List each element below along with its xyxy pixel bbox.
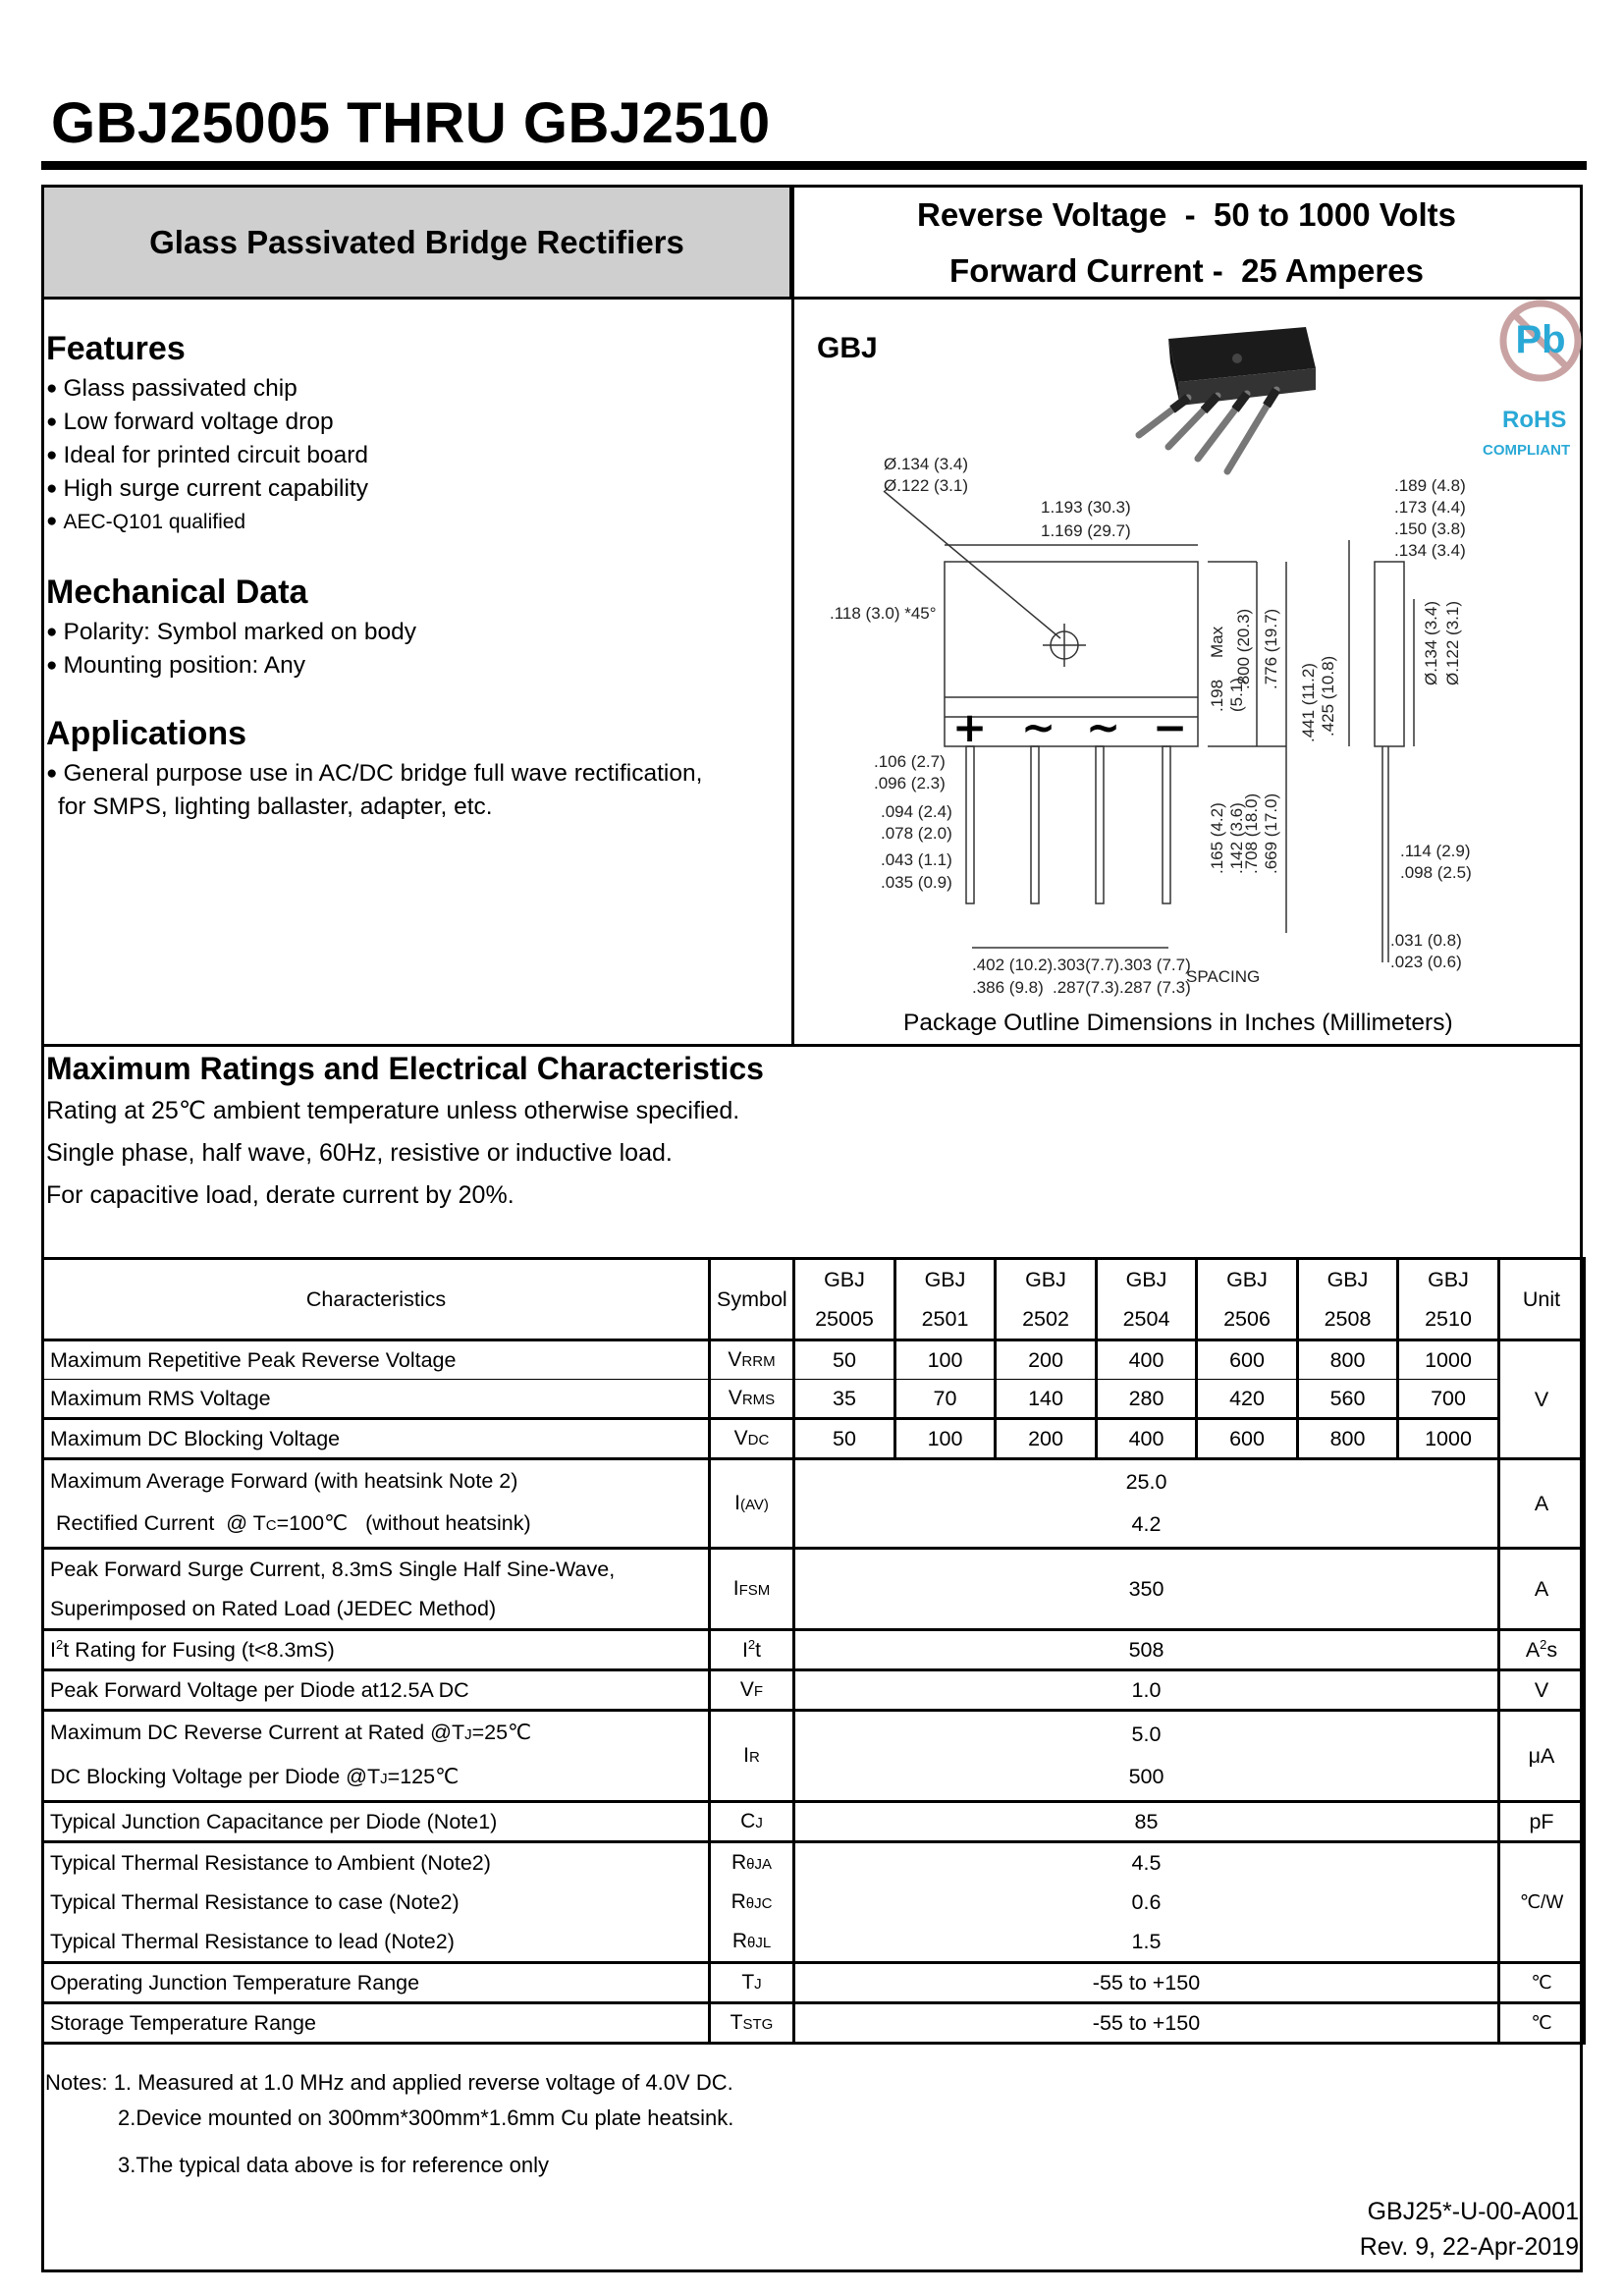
row-symbol: IR xyxy=(710,1711,794,1802)
dim-label: .189 (4.8) xyxy=(1394,476,1466,495)
features-section xyxy=(46,330,368,539)
table-row xyxy=(43,1922,1585,1963)
notes-section xyxy=(45,2065,733,2183)
applications-continuation: for SMPS, lighting ballaster, adapter, etc. xyxy=(58,793,493,820)
table-row xyxy=(43,1842,1585,1884)
dim-label: .106 (2.7) xyxy=(874,752,946,771)
cell-value: 5.0 500 xyxy=(794,1711,1499,1802)
dim-label: .035 (0.9) xyxy=(881,873,952,892)
dim-label: .402 (10.2) xyxy=(972,956,1054,974)
dim-label: Max xyxy=(1208,626,1226,658)
package-caption: Package Outline Dimensions in Inches (Millimeters) xyxy=(903,1010,1453,1036)
dim-label: .386 (9.8) xyxy=(972,978,1044,997)
row-unit: ℃/W xyxy=(1499,1842,1585,1963)
cell-value: 350 xyxy=(794,1549,1499,1630)
mechanical-section xyxy=(46,574,416,683)
table-row xyxy=(43,1380,1585,1419)
dim-label: .303(7.7) xyxy=(1053,956,1120,974)
row-symbol: VDC xyxy=(710,1419,794,1459)
table-row xyxy=(43,1549,1585,1630)
center-divider xyxy=(791,185,794,1045)
cell-value: -55 to +150 xyxy=(794,1963,1499,2003)
product-subtitle: Glass Passivated Bridge Rectifiers xyxy=(44,188,792,297)
rohs-compliant-label: COMPLIANT xyxy=(1483,442,1571,459)
row-label: Typical Thermal Resistance to case (Note2) xyxy=(43,1883,710,1922)
dim-label: .425 (10.8) xyxy=(1319,655,1337,737)
dim-label: .173 (4.4) xyxy=(1394,498,1466,517)
pin-plus-symbol: + xyxy=(952,703,988,751)
row-unit: A xyxy=(1499,1459,1585,1549)
table-row xyxy=(43,2003,1585,2044)
cell-value: 700 xyxy=(1398,1380,1499,1419)
cell-value: 200 xyxy=(996,1340,1097,1380)
model-number: 2501 xyxy=(895,1299,996,1340)
page-title: GBJ25005 THRU GBJ2510 xyxy=(51,91,771,155)
table-row xyxy=(43,1459,1585,1549)
list-item: ● Glass passivated chip xyxy=(46,372,368,406)
pin-minus-symbol: − xyxy=(1153,703,1188,751)
package-name: GBJ xyxy=(817,332,878,364)
row-symbol: TSTG xyxy=(710,2003,794,2044)
row-unit: V xyxy=(1499,1670,1585,1711)
model-number: 2504 xyxy=(1097,1299,1197,1340)
list-item: ● Polarity: Symbol marked on body xyxy=(46,616,416,649)
dim-label: .708 (18.0) xyxy=(1242,793,1261,874)
cell-value: 1.5 xyxy=(794,1922,1499,1963)
list-item: ● Mounting position: Any xyxy=(46,649,416,683)
row-symbol: I(AV) xyxy=(710,1459,794,1549)
dim-label: .776 (19.7) xyxy=(1262,608,1280,689)
row-unit: pF xyxy=(1499,1802,1585,1842)
list-item: ● AEC-Q101 qualified xyxy=(46,506,368,539)
header-ratings xyxy=(793,188,1580,297)
dim-label: .078 (2.0) xyxy=(881,824,952,843)
table-row xyxy=(43,1419,1585,1459)
row-unit: ℃ xyxy=(1499,1963,1585,2003)
row-label: Peak Forward Surge Current, 8.3mS Single Half Sine-Wave, Superimposed on Rated Load (JEDEC Method) xyxy=(43,1549,710,1630)
dim-label: .303 (7.7) xyxy=(1119,956,1191,974)
dim-label: .441 (11.2) xyxy=(1299,663,1318,742)
dim-label: Ø.134 (3.4) xyxy=(1422,601,1440,685)
list-item: ● Ideal for printed circuit board xyxy=(46,439,368,472)
row-symbol: $I^2t$ xyxy=(710,1630,794,1670)
ratings-note-temperature: Rating at 25℃ ambient temperature unless otherwise specified. xyxy=(46,1097,740,1124)
cell-value: 800 xyxy=(1298,1340,1398,1380)
cell-value: 400 xyxy=(1097,1419,1197,1459)
dim-label: .118 (3.0) *45° xyxy=(830,604,937,623)
cell-value: 100 xyxy=(895,1340,996,1380)
dim-label: .142 (3.6) xyxy=(1227,802,1246,874)
model-number: 2502 xyxy=(996,1299,1097,1340)
pb-text: Pb xyxy=(1515,318,1566,361)
dim-label: .031 (0.8) xyxy=(1390,931,1462,950)
cell-value: 560 xyxy=(1298,1380,1398,1419)
table-row xyxy=(43,1340,1585,1380)
row-symbol: RθJL xyxy=(710,1922,794,1963)
note-2: 2.Device mounted on 300mm*300mm*1.6mm Cu plate heatsink. xyxy=(118,2105,734,2130)
package-outline-drawing xyxy=(825,452,1581,1011)
row-symbol: RθJA xyxy=(710,1842,794,1884)
cell-value: 508 xyxy=(794,1630,1499,1670)
dim-label: 1.193 (30.3) xyxy=(1041,498,1131,517)
dim-label: .134 (3.4) xyxy=(1394,541,1466,560)
model-header: GBJ xyxy=(1298,1259,1398,1300)
model-header: GBJ xyxy=(996,1259,1097,1300)
model-number: 2510 xyxy=(1398,1299,1499,1340)
row-unit: ℃ xyxy=(1499,2003,1585,2044)
model-header: GBJ xyxy=(794,1259,895,1300)
cell-value: 140 xyxy=(996,1380,1097,1419)
table-row xyxy=(43,1670,1585,1711)
row-label: Peak Forward Voltage per Diode at12.5A DC xyxy=(43,1670,710,1711)
forward-current-summary: Forward Current - 25 Amperes xyxy=(949,251,1424,289)
dim-label: .114 (2.9) xyxy=(1400,842,1471,860)
applications-section xyxy=(46,715,702,824)
list-item: ● General purpose use in AC/DC bridge full wave rectification, xyxy=(46,757,702,791)
dim-label: .094 (2.4) xyxy=(881,802,952,821)
row-unit: A xyxy=(1499,1549,1585,1630)
note-1: Notes: 1. Measured at 1.0 MHz and applied reverse voltage of 4.0V DC. xyxy=(45,2070,733,2095)
row-label: Maximum DC Blocking Voltage xyxy=(43,1419,710,1459)
row-symbol: VRMS xyxy=(710,1380,794,1419)
reverse-voltage-summary: Reverse Voltage - 50 to 1000 Volts xyxy=(916,195,1456,233)
row-label: Maximum RMS Voltage xyxy=(43,1380,710,1419)
col-header-symbol: Symbol xyxy=(710,1259,794,1340)
model-number: 25005 xyxy=(794,1299,895,1340)
row-label: Operating Junction Temperature Range xyxy=(43,1963,710,2003)
cell-value: 100 xyxy=(895,1419,996,1459)
col-header-characteristics: Characteristics xyxy=(43,1259,710,1340)
dim-label: .800 (20.3) xyxy=(1234,608,1253,689)
dim-label: (5.1) xyxy=(1227,678,1246,712)
cell-value: 600 xyxy=(1197,1340,1298,1380)
dim-label: Ø.122 (3.1) xyxy=(884,476,968,495)
dim-label: SPACING xyxy=(1186,967,1261,986)
row-label: $I^2t$ Rating for Fusing (t<8.3mS) xyxy=(43,1630,710,1670)
dim-label: Ø.122 (3.1) xyxy=(1443,601,1462,685)
note-3: 3.The typical data above is for reference only xyxy=(118,2153,550,2177)
model-header: GBJ xyxy=(895,1259,996,1300)
cell-value: 35 xyxy=(794,1380,895,1419)
cell-value: 400 xyxy=(1097,1340,1197,1380)
dim-label: Ø.134 (3.4) xyxy=(884,455,968,473)
cell-value: 70 xyxy=(895,1380,996,1419)
features-heading: Features xyxy=(46,330,186,367)
row-label: Typical Thermal Resistance to Ambient (Note2) xyxy=(43,1842,710,1884)
list-item: ● Low forward voltage drop xyxy=(46,406,368,439)
model-number: 2508 xyxy=(1298,1299,1398,1340)
row-unit: $A^2s$ xyxy=(1499,1630,1585,1670)
cell-value: 1.0 xyxy=(794,1670,1499,1711)
row-label: Maximum Repetitive Peak Reverse Voltage xyxy=(43,1340,710,1380)
ratings-note-capacitive: For capacitive load, derate current by 20%. xyxy=(46,1181,514,1209)
dim-label: 1.169 (29.7) xyxy=(1041,521,1131,540)
row-label: Maximum DC Reverse Current at Rated @TJ=25℃ DC Blocking Voltage per Diode @TJ=125℃ xyxy=(43,1711,710,1802)
rohs-label: RoHS xyxy=(1502,407,1567,433)
cell-value: 280 xyxy=(1097,1380,1197,1419)
header-divider xyxy=(41,297,1583,300)
cell-value: 50 xyxy=(794,1419,895,1459)
row-label: Storage Temperature Range xyxy=(43,2003,710,2044)
specification-table xyxy=(41,1257,1586,2045)
pin-ac1-symbol: ~ xyxy=(1021,703,1056,751)
pin-ac2-symbol: ~ xyxy=(1086,703,1121,751)
row-symbol: VRRM xyxy=(710,1340,794,1380)
row-unit: V xyxy=(1499,1340,1585,1459)
cell-value: -55 to +150 xyxy=(794,2003,1499,2044)
cell-value: 1000 xyxy=(1398,1340,1499,1380)
row-symbol: IFSM xyxy=(710,1549,794,1630)
ratings-heading: Maximum Ratings and Electrical Characteristics xyxy=(46,1051,764,1086)
document-code: GBJ25*-U-00-A001 xyxy=(1367,2198,1579,2225)
cell-value: 25.0 4.2 xyxy=(794,1459,1499,1549)
row-symbol: VF xyxy=(710,1670,794,1711)
ratings-section xyxy=(46,1047,764,1217)
cell-value: 50 xyxy=(794,1340,895,1380)
table-row xyxy=(43,1802,1585,1842)
cell-value: 1000 xyxy=(1398,1419,1499,1459)
dim-label: .669 (17.0) xyxy=(1262,793,1280,874)
cell-value: 200 xyxy=(996,1419,1097,1459)
table-row xyxy=(43,1883,1585,1922)
row-symbol: CJ xyxy=(710,1802,794,1842)
dim-label: .043 (1.1) xyxy=(881,850,952,869)
table-row xyxy=(43,1963,1585,2003)
list-item: ● High surge current capability xyxy=(46,472,368,506)
dim-label: .287(7.3) xyxy=(1053,978,1120,997)
table-header-row xyxy=(43,1259,1585,1300)
row-symbol: RθJC xyxy=(710,1883,794,1922)
cell-value: 85 xyxy=(794,1802,1499,1842)
table-row xyxy=(43,1711,1585,1802)
title-rule xyxy=(41,161,1587,170)
dim-label: .023 (0.6) xyxy=(1390,953,1462,971)
col-header-unit: Unit xyxy=(1499,1259,1585,1340)
ratings-note-load: Single phase, half wave, 60Hz, resistive or inductive load. xyxy=(46,1139,673,1167)
revision-date: Rev. 9, 22-Apr-2019 xyxy=(1359,2233,1579,2261)
model-number: 2506 xyxy=(1197,1299,1298,1340)
cell-value: 0.6 xyxy=(794,1883,1499,1922)
dim-label: .198 xyxy=(1208,679,1226,712)
dim-label: .165 (4.2) xyxy=(1208,802,1226,874)
applications-heading: Applications xyxy=(46,715,247,752)
cell-value: 420 xyxy=(1197,1380,1298,1419)
dim-label: .098 (2.5) xyxy=(1400,863,1472,882)
rohs-pb-free-logo xyxy=(1497,298,1584,384)
model-header: GBJ xyxy=(1197,1259,1298,1300)
dim-label: .096 (2.3) xyxy=(874,774,946,793)
row-label: Maximum Average Forward (with heatsink Note 2) Rectified Current @ TC=100℃ (without heatsink) xyxy=(43,1459,710,1549)
mechanical-heading: Mechanical Data xyxy=(46,574,308,611)
model-header: GBJ xyxy=(1097,1259,1197,1300)
dim-label: .150 (3.8) xyxy=(1394,519,1466,538)
model-header: GBJ xyxy=(1398,1259,1499,1300)
row-unit: μA xyxy=(1499,1711,1585,1802)
row-label: Typical Junction Capacitance per Diode (Note1) xyxy=(43,1802,710,1842)
row-label: Typical Thermal Resistance to lead (Note2) xyxy=(43,1922,710,1963)
table-row xyxy=(43,1630,1585,1670)
cell-value: 4.5 xyxy=(794,1842,1499,1884)
cell-value: 600 xyxy=(1197,1419,1298,1459)
dim-label: .287 (7.3) xyxy=(1119,978,1191,997)
cell-value: 800 xyxy=(1298,1419,1398,1459)
row-symbol: TJ xyxy=(710,1963,794,2003)
